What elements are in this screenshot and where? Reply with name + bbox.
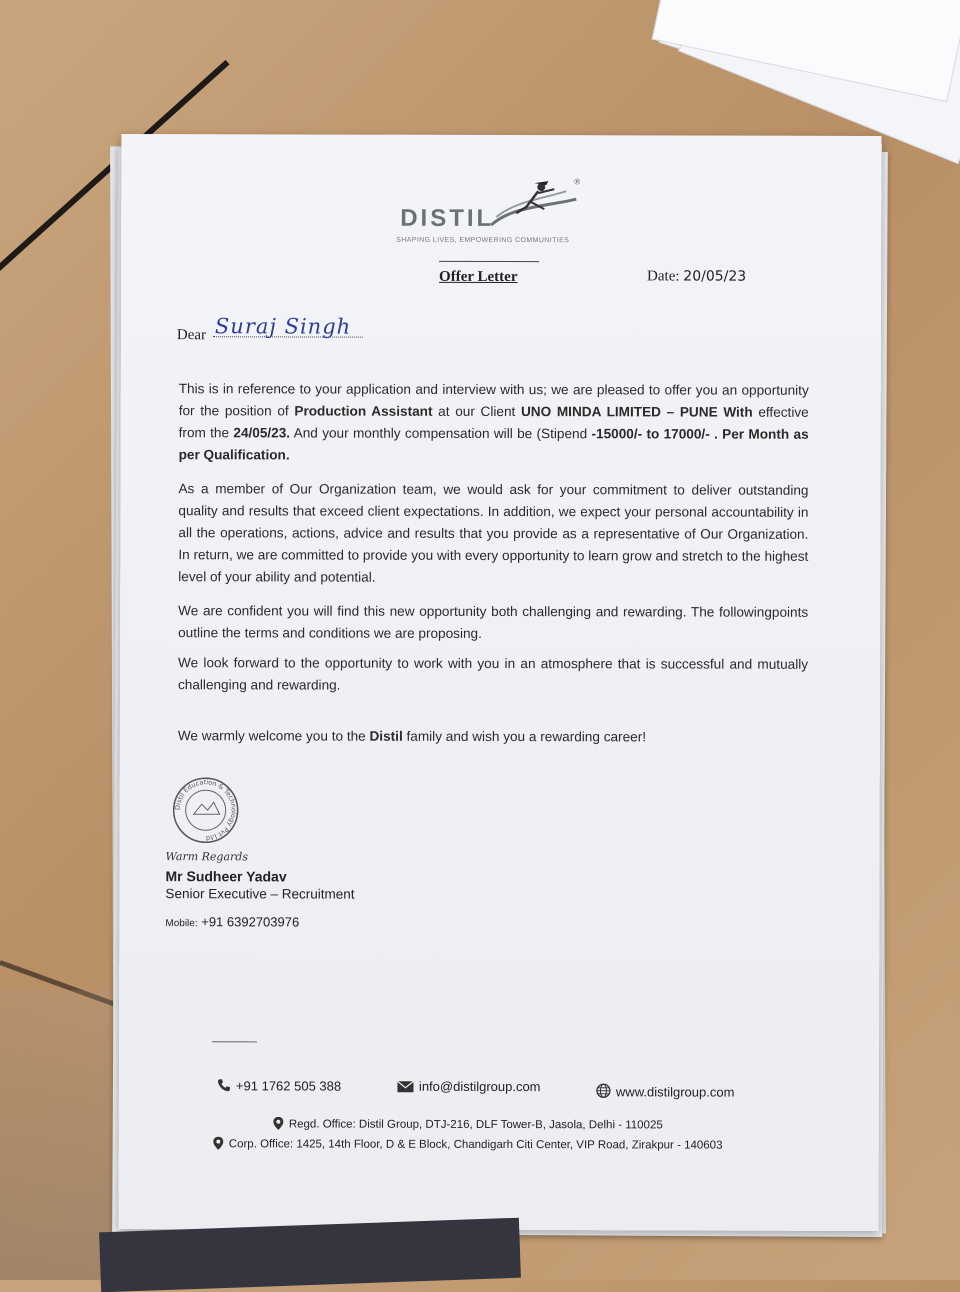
recipient-handwritten-name: Suraj Singh bbox=[214, 314, 352, 339]
closing-regards: Warm Regards bbox=[165, 850, 248, 864]
salutation: Dear bbox=[176, 327, 207, 344]
letter-title: Offer Letter bbox=[439, 268, 518, 286]
logo-tagline: SHAPING LIVES, EMPOWERING COMMUNITIES bbox=[396, 236, 570, 245]
effective-date: 24/05/23. bbox=[233, 425, 291, 441]
company-logo bbox=[396, 177, 596, 253]
paragraph-welcome: We warmly welcome you to the Distil family and wish you a rewarding career! bbox=[177, 728, 647, 745]
title-rule bbox=[439, 261, 539, 262]
phone-icon bbox=[217, 1078, 231, 1092]
logo-wordmark: DISTIL bbox=[400, 204, 495, 232]
email-icon bbox=[397, 1081, 414, 1093]
stamp-text: Distil Education & Technology Pvt Ltd bbox=[173, 778, 238, 843]
signer-name: Mr Sudheer Yadav bbox=[165, 868, 287, 885]
location-pin-icon bbox=[213, 1136, 224, 1150]
registered-mark: ® bbox=[574, 177, 581, 187]
footer-email: info@distilgroup.com bbox=[397, 1079, 541, 1094]
date-value: 20/05/23 bbox=[683, 268, 747, 285]
globe-icon bbox=[596, 1083, 611, 1098]
paragraph-offer: This is in reference to your application and interview with us; we are pleased to offer you an opportunity for the position of Production Assistant at our Client UNO MINDA LIMITED – PUNE With effective from the 24/05/23. And your monthly compensation will be (Stipend -15000/- to 17000/- . Per Month as per Qualification. bbox=[178, 381, 809, 463]
paragraph-confidence: We are confident you will find this new opportunity both challenging and rewarding. The followingpoints outline the terms and conditions we are proposing. bbox=[178, 603, 809, 641]
letter-date bbox=[647, 268, 746, 285]
corp-office-address: Corp. Office: 1425, 14th Floor, D & E Block, Chandigarh Citi Center, VIP Road, Zirakpur - 140603 bbox=[213, 1136, 723, 1151]
date-label: Date: bbox=[647, 268, 680, 285]
client-name: UNO MINDA LIMITED – PUNE With bbox=[520, 404, 753, 420]
signer-role: Senior Executive – Recruitment bbox=[165, 886, 355, 902]
footer-rule bbox=[212, 1041, 257, 1042]
position-name: Production Assistant bbox=[294, 403, 433, 419]
offer-letter-page bbox=[119, 134, 882, 1231]
company-stamp bbox=[170, 774, 242, 846]
signer-mobile bbox=[165, 914, 299, 929]
brand-name: Distil bbox=[369, 728, 403, 744]
footer-website: www.distilgroup.com bbox=[596, 1083, 735, 1099]
stipend: -15000/- to 17000/- . Per Month as per Qualification. bbox=[178, 426, 809, 463]
mobile-label: Mobile: bbox=[165, 918, 198, 930]
location-pin-icon bbox=[273, 1116, 284, 1130]
mobile-number: +91 6392703976 bbox=[201, 914, 300, 930]
footer-phone: +91 1762 505 388 bbox=[217, 1078, 341, 1093]
logo-graduate-icon bbox=[486, 177, 581, 235]
paragraph-look-forward: We look forward to the opportunity to work with you in an atmosphere that is successful and mutually challenging and rewarding. bbox=[177, 655, 809, 693]
paragraph-commitment: As a member of Our Organization team, we would ask for your commitment to deliver outstanding quality and results that exceed client expectations. In addition, we expect your personal accountability in all the operations, actions, advice and results that you provide as a representative of Our Organization. In return, we are committed to provide you with every opportunity to learn grow and stretch to the highest level of your ability and potential. bbox=[178, 481, 809, 585]
regd-office-address: Regd. Office: Distil Group, DTJ-216, DLF Tower-B, Jasola, Delhi - 110025 bbox=[273, 1116, 663, 1131]
